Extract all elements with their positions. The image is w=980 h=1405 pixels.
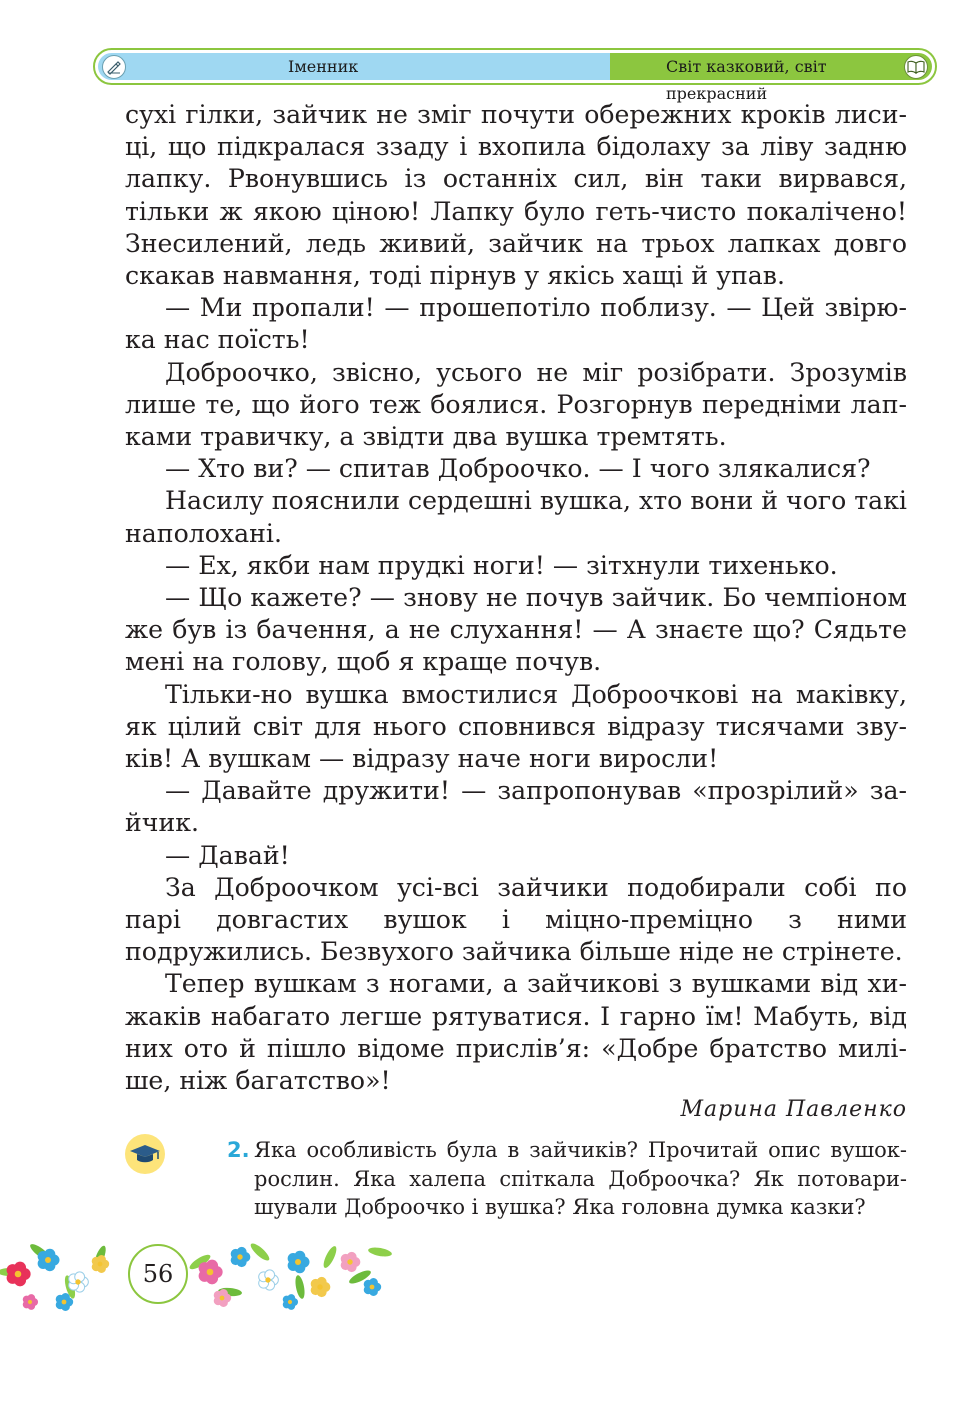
flower [92,1255,109,1273]
task-number: 2. [227,1138,250,1162]
flower [341,1252,361,1272]
chapter-title: Світ казковий, світ прекрасний [666,57,827,103]
leaf [367,1246,392,1258]
paragraph: За Доброочком усі-всі зайчики подобирали собі по парі довгастих вушок і міцно-преміцно з ними подружились. Безвухого зайчика більше ніде не стрінете. [125,872,907,967]
flower [311,1277,331,1297]
flower [69,1272,89,1292]
leaf [321,1244,339,1269]
flower [38,1249,60,1271]
paragraph: — Ми пропали! — прошепотіло поблизу. — Цей звірю-ка нас поїсть! [125,293,907,355]
graduation-cap-icon [124,1133,166,1179]
flower-border [0,1232,390,1322]
paragraph: Насилу пояснили сердешні вушка, хто вони й чого такі наполохані. [125,486,907,548]
chapter-tab [610,53,932,103]
paragraph: Тепер вушкам з ногами, а зайчикові з вушками від хи-жаків набагато легше рятуватися. І гарно їм! Мабуть, від них ото й пішло відоме прислів’я: «Добре братство милі-ше, ніж багатство»! [125,969,907,1096]
paragraph: Доброочко, звісно, усього не міг розібрати. Зрозумів лише те, що його теж боялися. Розгорнув передніми лап-ками травичку, а звідти два вушка тремтять. [125,357,907,452]
task-text: Яка особливість була в зайчиків? Прочитай опис вушок-рослин. Яка халепа спіткала Доброочка? Як потовари-шували Доброочко і вушка? Яка головна думка казки? [254,1138,907,1219]
paragraph: сухі гілки, зайчик не зміг почути обережних кроків лиси-ці, що підкралася ззаду і вхопила бідолаху за ліву задню лапку. Рвонувшись із останніх сил, він таки вирвався, тільки ж якою ціною! Лапку було геть-чисто покалічено! Знесилений, ледь живий, зайчик на трьох лапках довго скакав навмання, тоді пірнув у якісь хащі й упав. [125,100,907,291]
flower [259,1270,279,1290]
paragraph: Тільки-но вушка вмостилися Доброочкові на маківку, як цілий світ для нього сповнився відразу тисячами зву-ків! А вушкам — відразу наче ноги виросли! [125,679,907,774]
flower [7,1262,31,1287]
leaf [248,1241,271,1263]
pen-icon [102,55,126,79]
flower [283,1294,298,1310]
paragraph: — Давайте дружити! — запропонував «прозрілий» за-йчик. [125,776,907,838]
leaf [294,1274,306,1299]
section-tab [98,53,610,80]
section-title: Іменник [288,57,359,76]
flower [288,1251,310,1273]
page-number: 56 [142,1260,174,1288]
flower [364,1278,381,1296]
chapter-header [93,48,937,103]
paragraph: — Давай! [165,840,290,870]
paragraph: — Що кажете? — знову не почув зайчик. Бо чемпіоном же був із бачення, а не слухання! — А знаєте що? Сядьте мені на голову, щоб я краще почув. [125,583,907,677]
paragraph: — Ех, якби нам прудкі ноги! — зітхнули тихенько. [165,550,838,580]
story-text [125,99,907,1097]
flower [23,1294,38,1310]
book-icon [904,55,928,79]
author-name: Марина Павленко [680,1097,907,1122]
flower [199,1260,223,1285]
paragraph: — Хто ви? — спитав Доброочко. — І чого злякалися? [165,454,871,484]
flower [231,1247,251,1267]
